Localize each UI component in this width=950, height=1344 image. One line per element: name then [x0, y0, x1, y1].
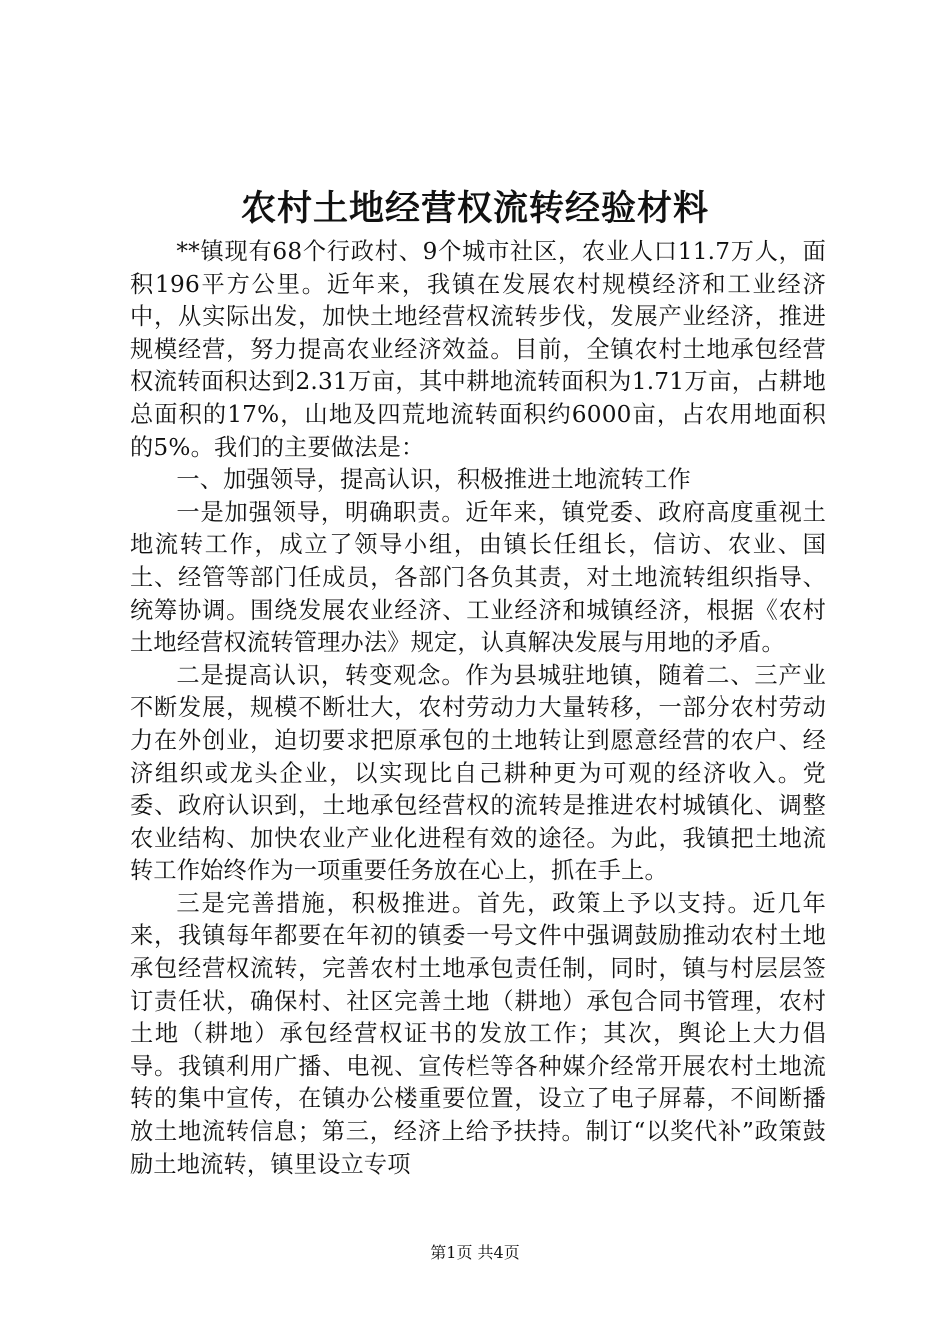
paragraph-measures: 三是完善措施，积极推进。首先，政策上予以支持。近几年来，我镇每年都要在年初的镇委一号文件中强调鼓励推动农村土地承包经营权流转，完善农村土地承包责任制，同时，镇与村层层签订责任状，确保村、社区完善土地（耕地）承包合同书管理，农村土地（耕地）承包经营权证书的发放工作；其次，舆论上大力倡导。我镇利用广播、电视、宣传栏等各种媒介经常开展农村土地流转的集中宣传，在镇办公楼重要位置，设立了电子屏幕，不间断播放土地流转信息；第三，经济上给予扶持。制订“以奖代补”政策鼓励土地流转，镇里设立专项 [130, 889, 826, 1178]
section-heading-1: 一、加强领导，提高认识，积极推进土地流转工作 [176, 466, 691, 494]
paragraph-intro: **镇现有68个行政村、9个城市社区，农业人口11.7万人，面积196平方公里。近年来，我镇在发展农村规模经济和工业经济中，从实际出发，加快土地经营权流转步伐，发展产业经济，推进规模经营，努力提高农业经济效益。目前，全镇农村土地承包经营权流转面积达到2.31万亩，其中耕地流转面积为1.71万亩，占耕地总面积的17%，山地及四荒地流转面积约6000亩，占农用地面积的5%。我们的主要做法是： [130, 238, 826, 461]
paragraph-awareness: 二是提高认识，转变观念。作为县城驻地镇，随着二、三产业不断发展，规模不断壮大，农村劳动力大量转移，一部分农村劳动力在外创业，迫切要求把原承包的土地转让到愿意经营的农户、经济组织或龙头企业，以实现比自己耕种更为可观的经济收入。党委、政府认识到，土地承包经营权的流转是推进农村城镇化、调整农业结构、加快农业产业化进程有效的途径。为此，我镇把土地流转工作始终作为一项重要任务放在心上，抓在手上。 [130, 661, 826, 885]
document-title: 农村土地经营权流转经验材料 [240, 188, 709, 229]
paragraph-leadership: 一是加强领导，明确职责。近年来，镇党委、政府高度重视土地流转工作，成立了领导小组，由镇长任组长，信访、农业、国土、经管等部门任成员，各部门各负其责，对土地流转组织指导、统筹协调。围绕发展农业经济、工业经济和城镇经济，根据《农村土地经营权流转管理办法》规定，认真解决发展与用地的矛盾。 [130, 498, 826, 657]
page-footer: 第1页 共4页 [430, 1243, 520, 1262]
document-body [130, 236, 826, 1181]
